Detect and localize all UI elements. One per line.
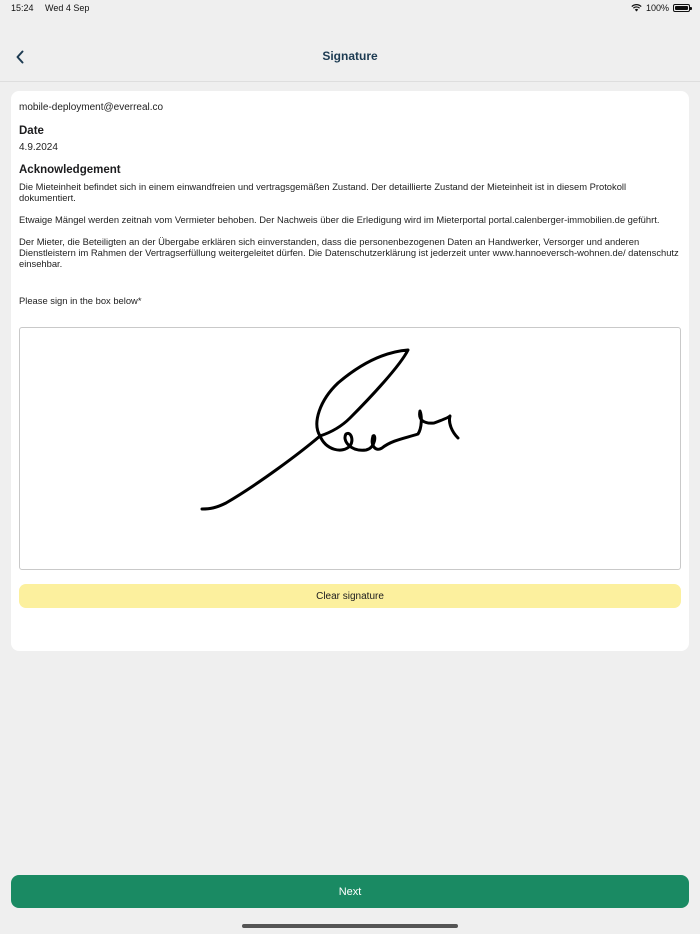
status-time: 15:24: [11, 3, 34, 13]
page-title: Signature: [322, 49, 378, 63]
acknowledgement-paragraph: Etwaige Mängel werden zeitnah vom Vermieter behoben. Der Nachweis über die Erledigung wird im Mieterportal portal.calenberger-immobilien.de geführt.: [19, 214, 660, 225]
next-button[interactable]: Next: [11, 875, 689, 908]
acknowledgement-paragraph: Der Mieter, die Beteiligten an der Übergabe erklären sich einverstanden, dass die personenbezogenen Daten an Handwerker, Versorger und anderen Dienstleistern im Rahmen der Vertragserfüllung weitergeleitet dürfen. Die Datenschutzerklärung ist jederzeit unter www.hannoeversch-wohnen.de/ datenschutz einsehbar.: [19, 236, 679, 269]
user-email: mobile-deployment@everreal.co: [19, 102, 164, 113]
signature-stroke: [20, 328, 680, 569]
acknowledgement-title: Acknowledgement: [19, 164, 121, 176]
sign-instruction-label: Please sign in the box below*: [19, 295, 142, 306]
clear-signature-button[interactable]: Clear signature: [19, 584, 681, 608]
status-date: Wed 4 Sep: [45, 3, 90, 13]
status-left: [11, 3, 98, 13]
battery-percentage: 100%: [645, 3, 669, 13]
wifi-icon: [631, 4, 642, 12]
battery-full-icon: [673, 4, 690, 12]
signature-card: [11, 91, 689, 651]
status-bar: [0, 0, 700, 18]
acknowledgement-paragraph: Die Mieteinheit befindet sich in einem einwandfreien und vertragsgemäßen Zustand. Der detaillierte Zustand der Mieteinheit ist in diesem Protokoll dokumentiert.: [19, 181, 627, 203]
navigation-bar: [0, 33, 700, 82]
signature-pad[interactable]: [19, 327, 681, 570]
status-right: [631, 3, 690, 13]
date-label: Date: [19, 125, 44, 137]
home-indicator: [242, 924, 458, 928]
date-value: 4.9.2024: [19, 142, 58, 153]
